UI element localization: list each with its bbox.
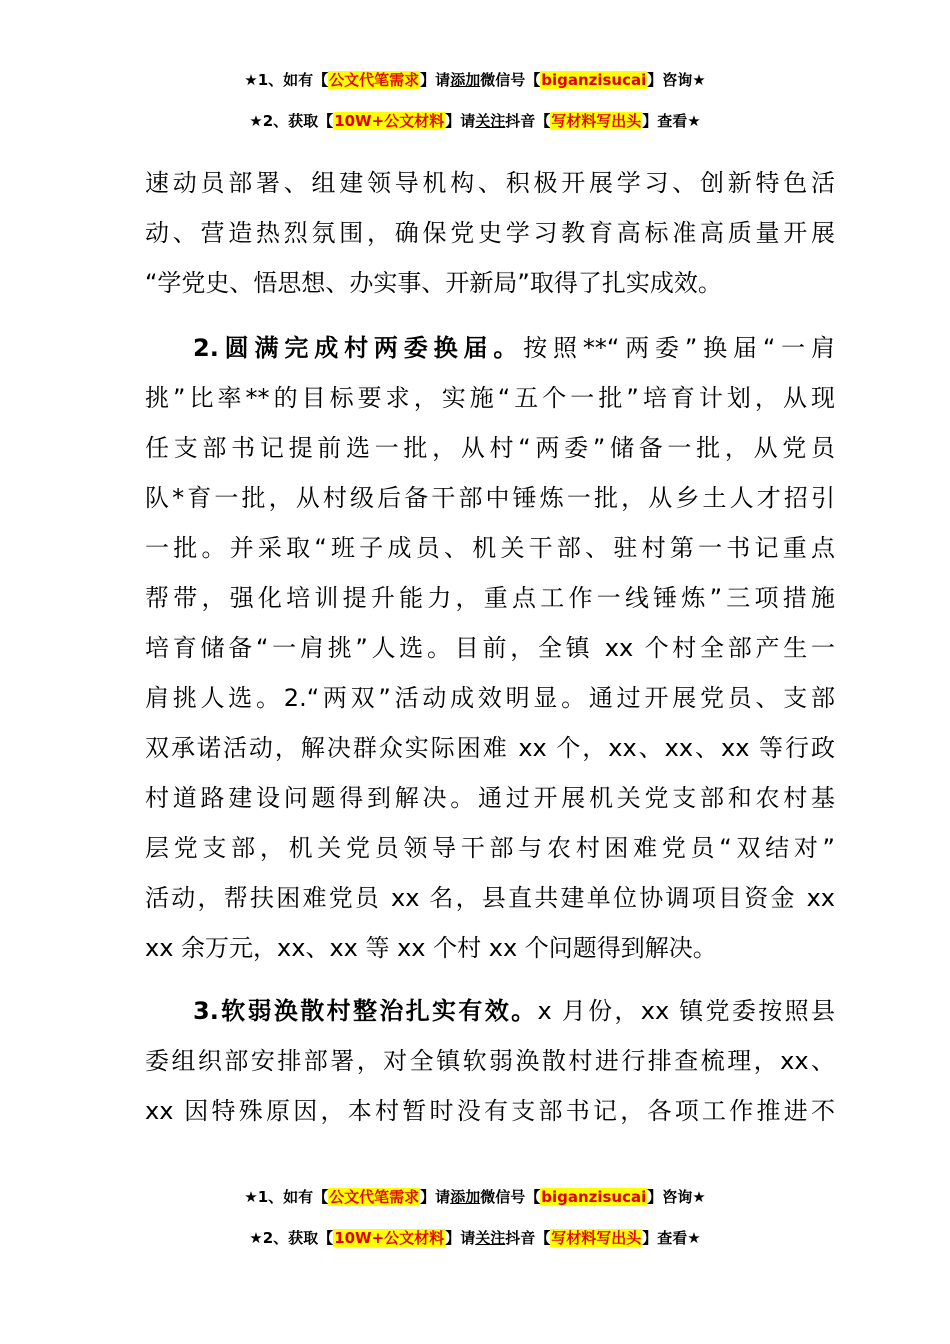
text-line: 培育储备“一肩挑”人选。目前，全镇 xx 个村全部产生一 xyxy=(145,634,835,662)
notice-highlight-materials: 10W+公文材料 xyxy=(334,1229,445,1247)
notice-text: 抖音【 xyxy=(505,112,551,130)
header-notice-line-1 xyxy=(0,68,950,92)
text-line: xx 余万元，xx、xx 等 xx 个村 xx 个问题得到解决。 xyxy=(145,934,717,962)
text-line: 一批。并采取“班子成员、机关干部、驻村第一书记重点 xyxy=(145,534,835,562)
notice-text: 】请 xyxy=(420,71,451,89)
notice-suffix: 】咨询★ xyxy=(647,71,706,89)
notice-highlight-service: 公文代笔需求 xyxy=(329,1188,420,1206)
notice-suffix: 】查看★ xyxy=(642,112,701,130)
paragraph-weak-village-rectification xyxy=(145,986,835,1136)
text-line: “学党史、悟思想、办实事、开新局”取得了扎实成效。 xyxy=(145,269,722,297)
notice-highlight-douyin: 写材料写出头 xyxy=(551,1229,642,1247)
text-line: xx 因特殊原因，本村暂时没有支部书记，各项工作推进不 xyxy=(145,1097,835,1125)
text-line: 队*育一批，从村级后备干部中锤炼一批，从乡土人才招引 xyxy=(145,484,835,512)
text-line: 活动，帮扶困难党员 xx 名，县直共建单位协调项目资金 xx xyxy=(145,884,835,912)
notice-suffix: 】咨询★ xyxy=(647,1188,706,1206)
notice-text: 】请 xyxy=(420,1188,451,1206)
notice-underlined-word: 添加 xyxy=(450,71,481,89)
notice-highlight-douyin: 写材料写出头 xyxy=(551,112,642,130)
paragraph-party-history-study xyxy=(145,158,835,308)
notice-highlight-wechat-id: biganzisucai xyxy=(541,1188,647,1206)
footer-notice-line-2 xyxy=(0,1226,950,1250)
text-line: 2.圆满完成村两委换届。按照**“两委”换届“一肩 xyxy=(193,334,835,362)
notice-underlined-word: 关注 xyxy=(475,112,506,130)
notice-prefix: ★1、如有【 xyxy=(244,71,329,89)
text-line: 肩挑人选。2.“两双”活动成效明显。通过开展党员、支部 xyxy=(145,684,835,712)
notice-underlined-word: 添加 xyxy=(450,1188,481,1206)
section-heading: 3.软弱涣散村整治扎实有效。 xyxy=(193,997,538,1025)
notice-highlight-wechat-id: biganzisucai xyxy=(541,71,647,89)
header-notice-line-2 xyxy=(0,109,950,133)
notice-text: 微信号【 xyxy=(480,71,541,89)
text-line: 层党支部，机关党员领导干部与农村困难党员“双结对” xyxy=(145,834,835,862)
footer-notice-line-1 xyxy=(0,1185,950,1209)
notice-highlight-service: 公文代笔需求 xyxy=(329,71,420,89)
text-line: 3.软弱涣散村整治扎实有效。x 月份，xx 镇党委按照县 xyxy=(193,997,835,1025)
text-line: 村道路建设问题得到解决。通过开展机关党支部和农村基 xyxy=(145,784,835,812)
notice-prefix: ★2、获取【 xyxy=(249,112,334,130)
text-line: 任支部书记提前选一批，从村“两委”储备一批，从党员 xyxy=(145,434,835,462)
notice-underlined-word: 关注 xyxy=(475,1229,506,1247)
notice-suffix: 】查看★ xyxy=(642,1229,701,1247)
paragraph-village-committee-election xyxy=(145,323,835,973)
notice-text: 】请 xyxy=(445,112,476,130)
section-heading: 2.圆满完成村两委换届。 xyxy=(193,334,524,362)
notice-prefix: ★2、获取【 xyxy=(249,1229,334,1247)
text-line: 动、营造热烈氛围，确保党史学习教育高标准高质量开展 xyxy=(145,219,835,247)
text-line: 双承诺活动，解决群众实际困难 xx 个，xx、xx、xx 等行政 xyxy=(145,734,835,762)
notice-prefix: ★1、如有【 xyxy=(244,1188,329,1206)
notice-text: 微信号【 xyxy=(480,1188,541,1206)
notice-highlight-materials: 10W+公文材料 xyxy=(334,112,445,130)
text-line: 委组织部安排部署，对全镇软弱涣散村进行排查梳理，xx、 xyxy=(145,1047,835,1075)
notice-text: 】请 xyxy=(445,1229,476,1247)
text-line: 帮带，强化培训提升能力，重点工作一线锤炼”三项措施 xyxy=(145,584,835,612)
notice-text: 抖音【 xyxy=(505,1229,551,1247)
text-line: 速动员部署、组建领导机构、积极开展学习、创新特色活 xyxy=(145,169,835,197)
text-line: 挑”比率**的目标要求，实施“五个一批”培育计划，从现 xyxy=(145,384,835,412)
